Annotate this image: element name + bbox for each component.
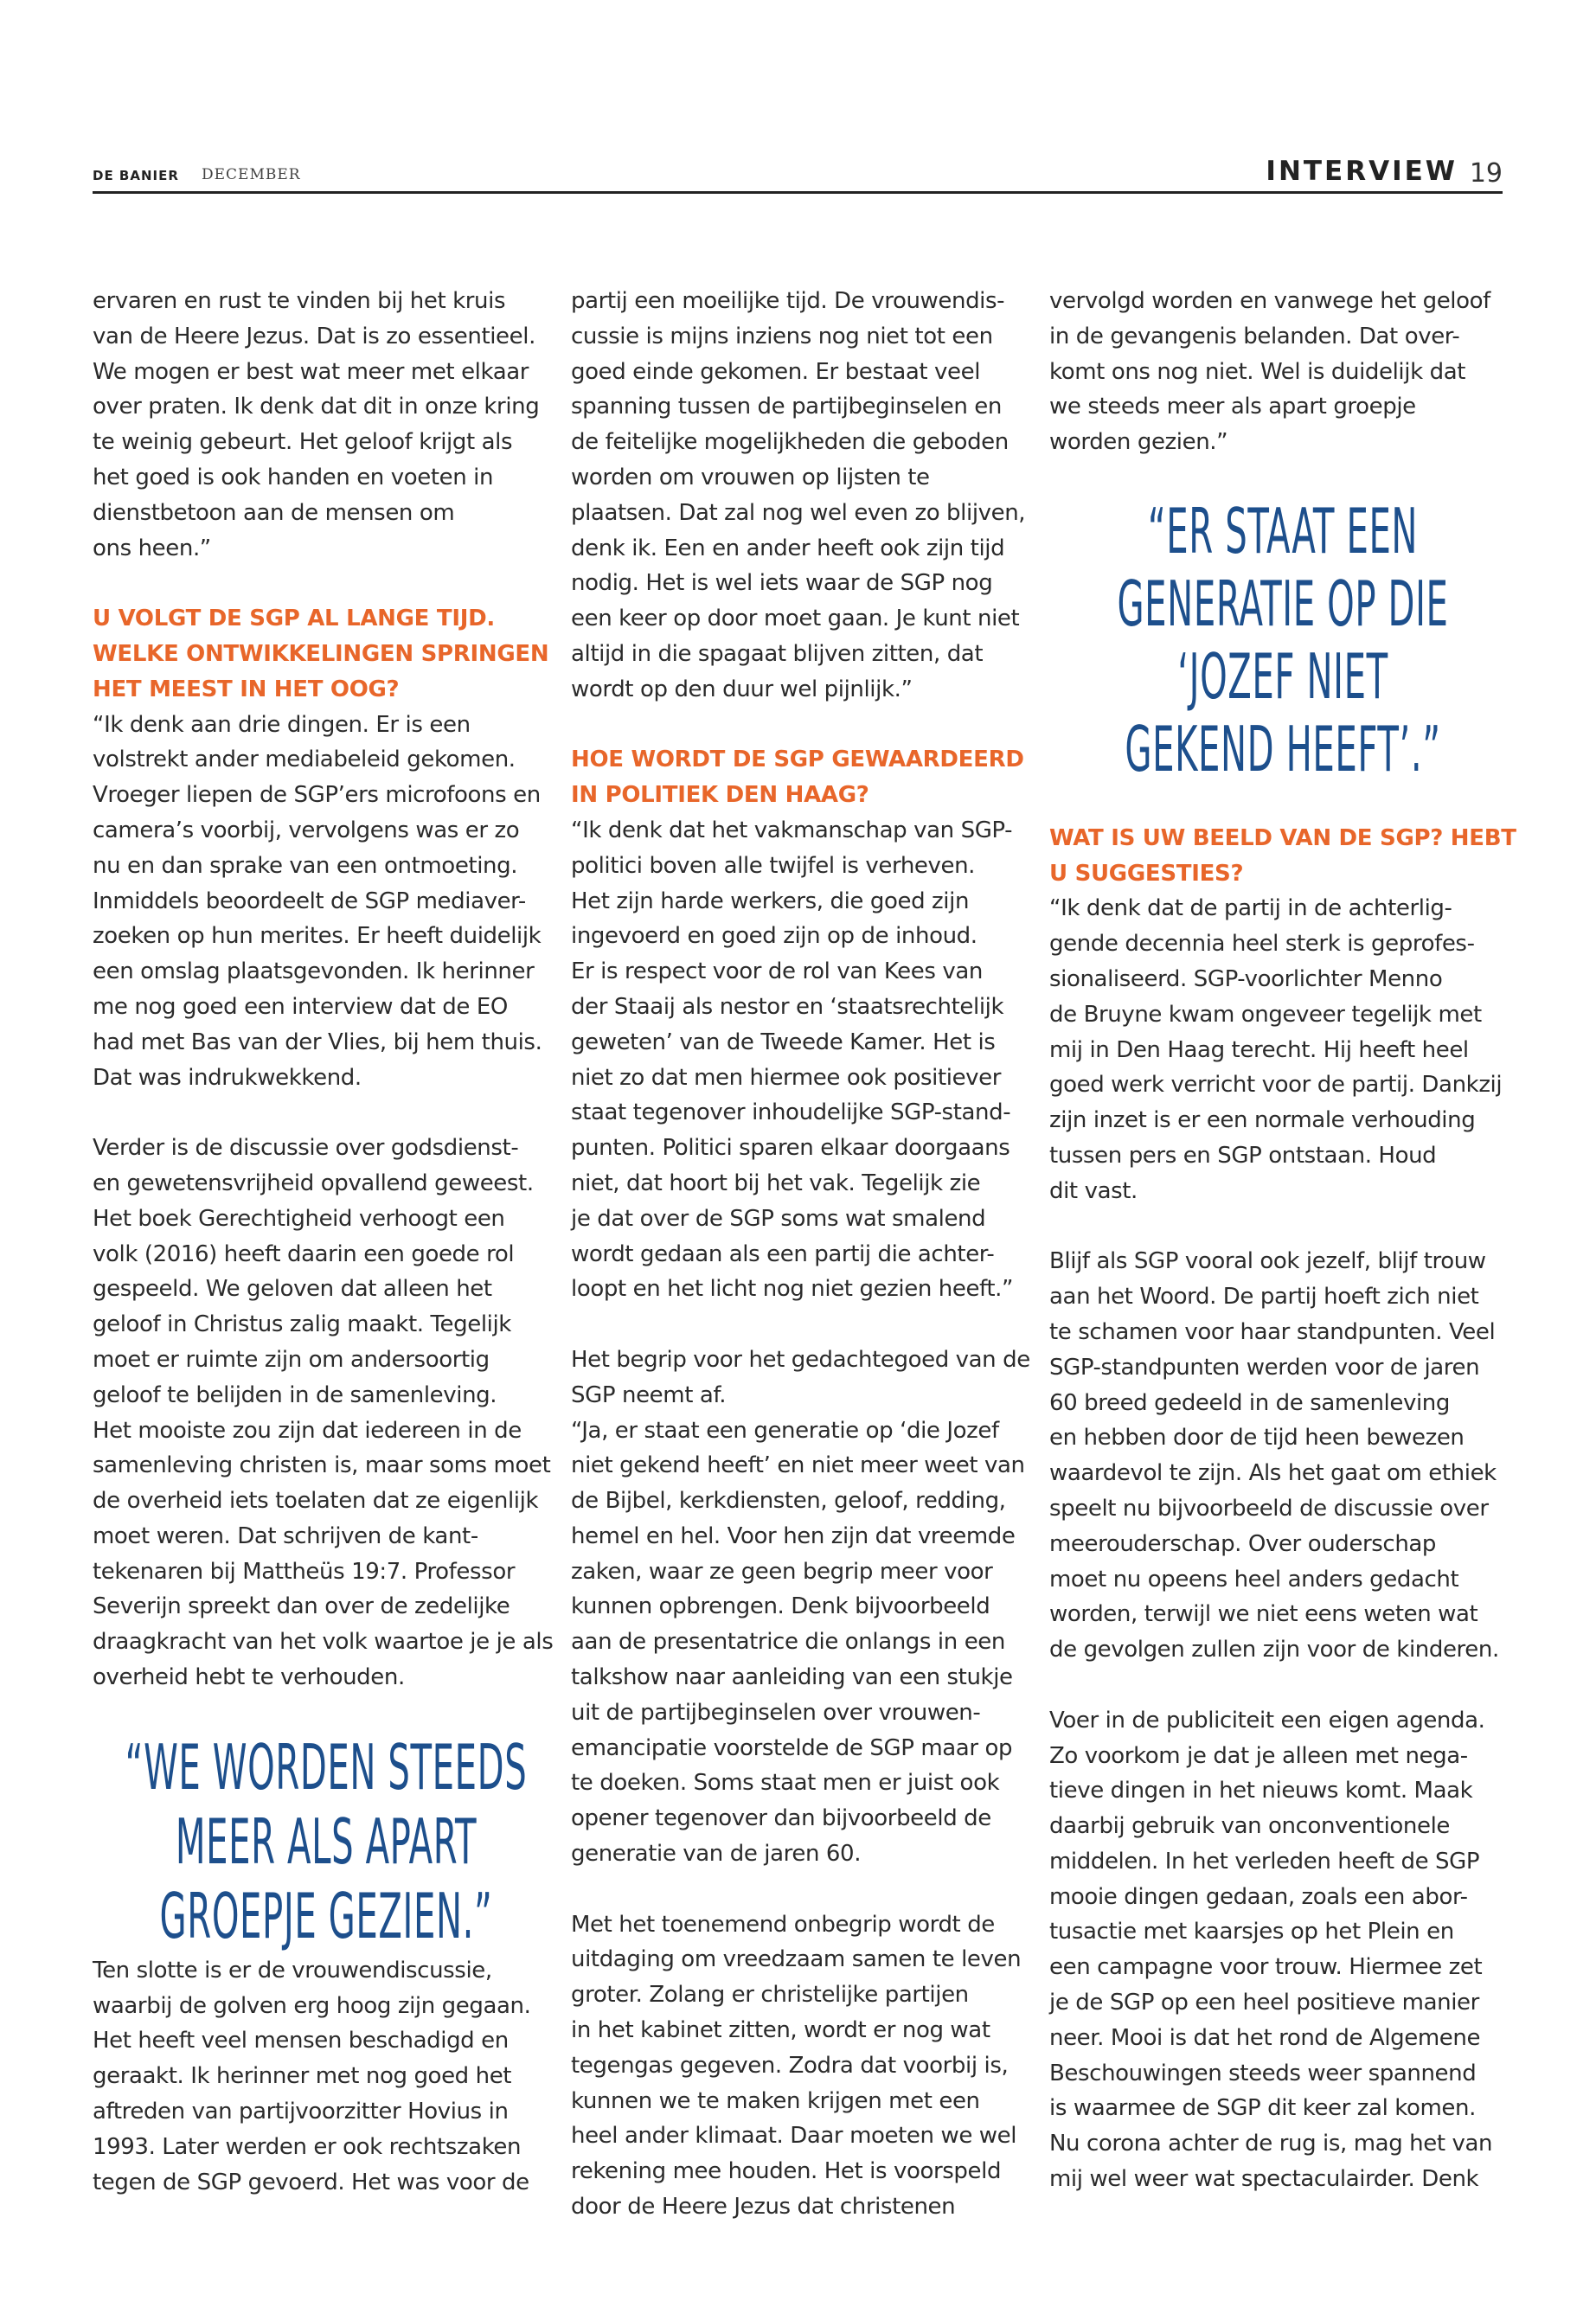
question-heading: U VOLGT DE SGP AL LANGE TIJD. WELKE ONTWIKKELINGEN SPRINGEN HET MEEST IN HET OOG? [93, 606, 549, 702]
paragraph: vervolgd worden en vanwege het geloof in de gevangenis belanden. Dat over- komt ons nog niet. Wel is duidelijk dat we steeds meer als apart groepje worden gezien.” [1049, 288, 1490, 456]
paragraph: partij een moeilijke tijd. De vrouwendis- cussie is mijns inziens nog niet tot een goed einde gekomen. Er bestaat veel spanning tussen de partijbeginselen en de feitelijke mogelijkheden die geboden worden om vrouwen op lijsten te plaatsen. Dat zal nog wel even zo blijven, denk ik. Een en ander heeft ook zijn tijd nodig. Het is wel iets waar de SGP nog een keer op door moet gaan. Je kunt niet altijd in die spagaat blijven zitten, dat wordt op den duur wel pijnlijk.” [571, 288, 1026, 702]
question-heading: WAT IS UW BEELD VAN DE SGP? HEBT U SUGGESTIES? [1049, 824, 1516, 887]
paragraph: “Ik denk dat de partij in de achterlig- gende decennia heel sterk is geprofes- sionaliseerd. SGP-voorlichter Menno de Bruyne kwam ongeveer tegelijk met mij in Den Haag terecht. Hij heeft heel goed werk verricht voor de partij. Dankzij zijn inzet is er een normale verhouding tussen pers en SGP ontstaan. Houd dit vast. [1049, 895, 1503, 1204]
paragraph: Ten slotte is er de vrouwendiscussie, waarbij de golven erg hoog zijn gegaan. Het heeft veel mensen beschadigd en geraakt. Ik herinner met nog goed het aftreden van partijvoorzitter Hovius in 1993. Later werden er ook rechtszaken tegen de SGP gevoerd. Het was voor de [93, 1957, 531, 2195]
issue-month: DECEMBER [202, 166, 301, 183]
paragraph: Blijf als SGP vooral ook jezelf, blijf trouw aan het Woord. De partij hoeft zich niet te schamen voor haar standpunten. Veel SGP-standpunten werden voor de jaren 60 breed gedeeld in de samenleving en hebben door de tijd heen bewezen waardevol te zijn. Als het gaat om ethiek speelt nu bijvoorbeeld de discussie over meerouderschap. Over ouderschap moet nu opeens heel anders gedacht worden, terwijl we niet eens weten wat de gevolgen zullen zijn voor de kinderen. [1049, 1248, 1499, 1663]
column-1 [93, 284, 560, 2200]
pull-quote: “ER STAAT EEN GENERATIE OP DIE ‘JOZEF NIET GEKEND HEEFT’.” [1117, 494, 1449, 785]
paragraph: ervaren en rust te vinden bij het kruis van de Heere Jezus. Dat is zo essentieel. We mogen er best wat meer met elkaar over praten. Ik denk dat dit in onze kring te weinig gebeurt. Het geloof krijgt als het goed is ook handen en voeten in dienstbetoon aan de mensen om ons heen.” [93, 288, 540, 561]
question-heading: HOE WORDT DE SGP GEWAARDEERD IN POLITIEK DEN HAAG? [571, 747, 1024, 809]
paragraph: “Ik denk aan drie dingen. Er is een volstrekt ander mediabeleid gekomen. Vroeger liepen de SGP’ers microfoons en camera’s voorbij, vervolgens was er zo nu en dan sprake van een ontmoeting. Inmiddels beoordeelt de SGP mediaver- zoeken op hun merites. Er heeft duidelijk een omslag plaatsgevonden. Ik herinner me nog goed een interview dat de EO had met Bas van der Vlies, bij hem thuis. Dat was indrukwekkend. [93, 711, 542, 1091]
paragraph: Het begrip voor het gedachtegoed van de SGP neemt af. “Ja, er staat een generatie op ‘die Jozef niet gekend heeft’ en niet meer weet van de Bijbel, kerkdiensten, geloof, redding, hemel en hel. Voor hen zijn dat vreemde zaken, waar ze geen begrip meer voor kunnen opbrengen. Denk bijvoorbeeld aan de presentatrice die onlangs in een talkshow naar aanleiding van een stukje uit de partijbeginselen over vrouwen- emancipatie voorstelde de SGP maar op te doeken. Soms staat men er juist ook opener tegenover dan bijvoorbeeld de generatie van de jaren 60. [571, 1346, 1030, 1868]
header-rule [93, 191, 1503, 194]
publication-name: DE BANIER [93, 168, 179, 183]
paragraph: Met het toenemend onbegrip wordt de uitdaging om vreedzaam samen te leven groter. Zolang er christelijke partijen in het kabinet zitten, wordt er nog wat tegengas gegeven. Zodra dat voorbij is, kunnen we te maken krijgen met een heel ander klimaat. Daar moeten we wel rekening mee houden. Het is voorspeld door de Heere Jezus dat christenen [571, 1911, 1022, 2221]
column-2 [571, 284, 1038, 2225]
section-title: INTERVIEW [1266, 156, 1458, 187]
page-number: 19 [1469, 158, 1503, 189]
page-header [93, 145, 1503, 194]
paragraph: Voer in de publiciteit een eigen agenda. Zo voorkom je dat je alleen met nega- tieve dingen in het nieuws komt. Maak daarbij gebruik van onconventionele middelen. In het verleden heeft de SGP mooie dingen gedaan, zoals een abor- tusactie met kaarsjes op het Plein en een campagne voor trouw. Hiermee zet je de SGP op een heel positieve manier neer. Mooi is dat het rond de Algemene Beschouwingen steeds weer spannend is waarmee de SGP dit keer zal komen. Nu corona achter de rug is, mag het van mij wel weer wat spectaculairder. Denk [1049, 1707, 1493, 2193]
paragraph: “Ik denk dat het vakmanschap van SGP- politici boven alle twijfel is verheven. Het zijn harde werkers, die goed zijn ingevoerd en goed zijn op de inhoud. Er is respect voor de rol van Kees van der Staaij als nestor en ‘staatsrechtelijk geweten’ van de Tweede Kamer. Het is niet zo dat men hiermee ook positiever staat tegenover inhoudelijke SGP-stand- punten. Politici sparen elkaar doorgaans niet, dat hoort bij het vak. Tegelijk zie je dat over de SGP soms wat smalend wordt gedaan als een partij die achter- loopt en het licht nog niet gezien heeft.” [571, 817, 1014, 1303]
column-3 [1049, 284, 1516, 2197]
paragraph: Verder is de discussie over godsdienst- en gewetensvrijheid opvallend geweest. Het boek Gerechtigheid verhoogt een volk (2016) heeft daarin een goede rol gespeeld. We geloven dat alleen het geloof in Christus zalig maakt. Tegelijk moet er ruimte zijn om andersoortig geloof te belijden in de samenleving. Het mooiste zou zijn dat iedereen in de samenleving christen is, maar soms moet de overheid iets toelaten dat ze eigenlijk moet weren. Dat schrijven de kant- tekenaren bij Mattheüs 19:7. Professor Severijn spreekt dan over de zedelijke draagkracht van het volk waartoe je je als overheid hebt te verhouden. [93, 1135, 554, 1691]
pull-quote: “WE WORDEN STEEDS MEER ALS APART GROEPJE GEZIEN.” [125, 1730, 528, 1952]
